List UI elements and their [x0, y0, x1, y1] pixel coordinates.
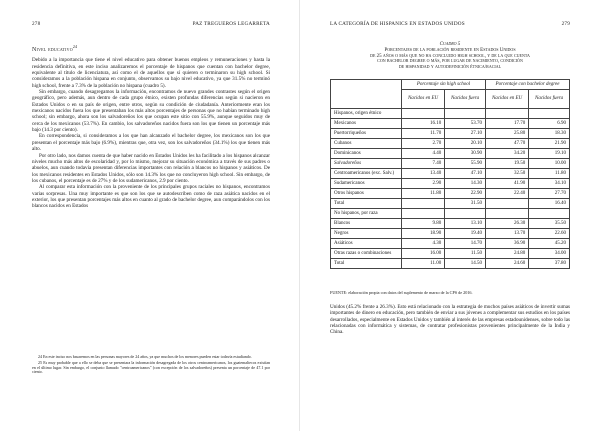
row-label: Total: [331, 199, 402, 209]
table-row: [331, 239, 570, 249]
left-body: [32, 44, 270, 210]
paragraph: Al comparar esta información con la proveniente de los principales grupos raciales no hispanos, encontramos varias sorpresas. Una muy importante es que son los que se autodescriben como de raza asiática nacidos en el exterior, los que presentan porcentajes más altos en cuanto al grado de bachelor degree, aun comparándolos con los blancos nacidos en Estados: [32, 184, 270, 210]
row-label: Blancos: [331, 219, 402, 229]
cell: 10.00: [529, 159, 570, 169]
footnote: 24 En este inciso nos basaremos en las personas mayores de 24 años, ya que muchos de los menores pueden estar todavía estudiando.: [38, 354, 252, 359]
cell: [485, 199, 528, 209]
row-label: Total: [331, 259, 402, 269]
table-row: [331, 249, 570, 259]
cell: 37.80: [529, 259, 570, 269]
table-row: [331, 179, 570, 189]
section-title: Hispanos, origen étnico: [331, 109, 402, 119]
table-total-row: [331, 259, 570, 269]
cell: 20.10: [445, 139, 486, 149]
table-row: [331, 229, 570, 239]
cell: 11.70: [402, 129, 445, 139]
table-row: [331, 159, 570, 169]
cell: 26.30: [485, 219, 528, 229]
cell: 41.90: [485, 179, 528, 189]
table-source: FUENTE: elaboración propia con datos del suplemento de marzo de la CPS de 2016.: [330, 290, 473, 295]
cell: 21.90: [529, 139, 570, 149]
cell: 14.30: [445, 179, 486, 189]
paragraph: Debido a la importancia que tiene el nivel educativo para obtener buenos empleos y remuneraciones y hasta la residencia definitiva, en este inciso analizaremos el porcentaje de hispanos que cuentan con bachelor degree, equivalente al título de licenciatura, así como el de aquellos que sí quieren o terminaron su high school. Si consideramos a la población hispana en conjunto, observamos su bajo nivel educativo, ya que 31.5% no terminó high school, frente a 7.3% de la población no hispana (cuadro 5).: [32, 57, 270, 89]
table-corner-cell: [331, 80, 402, 109]
section-row: [331, 109, 570, 119]
paragraph: En correspondencia, si consideramos a los que han alcanzado el bachelor degree, los mexicanos son los que presentan el porcentaje más bajo (6.9%), mientras que, otra vez, son los salvadoreños (34.1%) los que tienen más alto.: [32, 133, 270, 153]
cell: 31.50: [445, 199, 486, 209]
cell: 30.90: [445, 149, 486, 159]
cell: 13.70: [485, 229, 528, 239]
cell: 45.20: [529, 239, 570, 249]
cell: 24.60: [485, 259, 528, 269]
cell: 2.70: [402, 139, 445, 149]
table-row: [331, 189, 570, 199]
cell: 9.80: [402, 219, 445, 229]
table-caption-line: con bachelor degree o más, por lugar de nacimiento, condición: [377, 59, 523, 65]
cell: 22.90: [445, 189, 486, 199]
cell: 34.00: [529, 249, 570, 259]
row-label: Asiáticos: [331, 239, 402, 249]
row-label: Otras razas o combinaciones: [331, 249, 402, 259]
cell: [402, 199, 445, 209]
cell: 13.40: [402, 169, 445, 179]
education-table: [330, 79, 570, 269]
cell: 35.50: [529, 219, 570, 229]
row-label: Puertorriqueños: [331, 129, 402, 139]
table-row: [331, 149, 570, 159]
cell: 27.10: [445, 129, 486, 139]
column-group-header: Porcentaje sin high school: [402, 80, 486, 90]
cell: 25.80: [485, 129, 528, 139]
cell: 16.10: [402, 119, 445, 129]
right-body: [330, 304, 570, 336]
cell: 53.70: [445, 119, 486, 129]
right-page: [300, 0, 600, 431]
cell: 55.90: [445, 159, 486, 169]
row-label: Negros: [331, 229, 402, 239]
cell: 22.60: [529, 229, 570, 239]
row-label: Mexicanos: [331, 119, 402, 129]
table-caption-line: de 25 años o más que no ha concluido high school, y de la que cuenta: [370, 53, 530, 59]
table-header-row: [331, 80, 570, 90]
row-label: Dominicanos: [331, 149, 402, 159]
cell: 32.50: [485, 169, 528, 179]
table-caption-label: Cuadro 5: [439, 42, 461, 47]
cell: 13.10: [445, 219, 486, 229]
row-label: Sudamericanos: [331, 179, 402, 189]
row-label: Cubanos: [331, 139, 402, 149]
left-page-number: 278: [32, 21, 41, 27]
cell: 11.80: [402, 189, 445, 199]
column-header: Nacidos fuera: [445, 90, 486, 109]
table-total-row: [331, 199, 570, 209]
cell: 7.40: [402, 159, 445, 169]
table-row: [331, 119, 570, 129]
cell: 16.40: [529, 199, 570, 209]
cell: 47.70: [485, 139, 528, 149]
cell: 18.30: [529, 129, 570, 139]
cell: 19.40: [445, 229, 486, 239]
right-running-head: LA CATEGORÍA DE HISPANICS EN ESTADOS UNIDOS: [330, 21, 465, 27]
cell: 17.70: [485, 119, 528, 129]
footnotes: [32, 355, 270, 376]
section-row: [331, 209, 570, 219]
cell: 19.50: [485, 159, 528, 169]
table-row: [331, 219, 570, 229]
right-page-number: 279: [561, 21, 570, 27]
cell: 4.30: [402, 239, 445, 249]
cell: 47.10: [445, 169, 486, 179]
cell: 19.10: [529, 149, 570, 159]
table-row: [331, 169, 570, 179]
table-caption-line: de hispanidad y autodefinición étnica/racial: [398, 65, 502, 71]
row-label: Salvadoreños: [331, 159, 402, 169]
paragraph: Por otro lado, nos damos cuenta de que haber nacido en Estados Unidos les ha facilitado a los hispanos alcanzar niveles mucho más altos de escolaridad y, por lo mismo, mejorar su situación económica a través de sus padres o abuelos, aun cuando todavía presentan diferencias importantes con relación a blancos no hispanos y asiáticos. De los mexicanos residentes en Estados Unidos, sólo son 14.3% los que no concluyeron high school. Sin embargo, de los cubanos, el porcentaje es de 27% y de los sudamericanos, 2.9 por ciento.: [32, 152, 270, 184]
table-row: [331, 129, 570, 139]
table-row: [331, 139, 570, 149]
cell: 11.50: [445, 249, 486, 259]
cell: 34.10: [529, 179, 570, 189]
table-caption-line: Porcentajes de la población residente en Estados Unidos: [384, 47, 516, 53]
cell: 11.00: [402, 259, 445, 269]
table-caption: [330, 42, 570, 71]
cell: 18.90: [402, 229, 445, 239]
left-running-head: PAZ TREGUEROS LEGARRETA: [192, 21, 270, 27]
cell: 6.90: [529, 119, 570, 129]
row-label: Centroamericanos (exc. Salv.): [331, 169, 402, 179]
cell: 11.80: [529, 169, 570, 179]
paragraph: Sin embargo, cuando desagregamos la información, encontramos de nuevo grandes contrastes según el origen geográfico, pero además, aun dentro de cada grupo étnico, existen profundas diferencias según si nacieron en Estados Unidos o en su país de origen, entre otros, según su condición de ciudadanía. Anteriormente eran los mexicanos nacidos fuera los que presentaban los más altos porcentajes de personas que no habían terminado high school; sin embargo, ahora son los salvadoreños los que ocupan este sitio con 55.9%, aunque seguidos muy de cerca de los mexicanos (53.7%). En cambio, los salvadoreños nacidos fuera son los que tienen un porcentaje más bajo (14.3 por ciento).: [32, 89, 270, 134]
cell: 14.70: [445, 239, 486, 249]
section-title: No hispanos, por raza: [331, 209, 402, 219]
cell: 27.70: [529, 189, 570, 199]
cell: 36.90: [485, 239, 528, 249]
cell: 24.80: [485, 249, 528, 259]
cell: 22.40: [485, 189, 528, 199]
cell: 4.40: [402, 149, 445, 159]
cell: 2.90: [402, 179, 445, 189]
column-header: Nacidos en EU: [485, 90, 528, 109]
cell: 14.50: [445, 259, 486, 269]
footnote: 25 Es muy probable que a ello se deba que se presentara la información desagregada de los otros centroamericanos, los guatemaltecos existían en el último lugar. Sin embargo, el conjunto llamado "centroamericanos" (con excepción de los salvadoreños) presenta un porcentaje de 47.1 por ciento.: [32, 359, 270, 375]
column-header: Nacidos fuera: [529, 90, 570, 109]
heading-footnote-ref: 24: [72, 44, 78, 49]
section-heading: Nivel educativo$^{24}$: [32, 44, 78, 53]
row-label: Otros hispanos: [331, 189, 402, 199]
cell: 16.00: [402, 249, 445, 259]
column-header: Nacidos en EU: [402, 90, 445, 109]
column-group-header: Porcentaje con bachelor degree: [485, 80, 569, 90]
cell: 34.20: [485, 149, 528, 159]
paragraph: Unidos (45.2% frente a 26.3%). Esto está relacionado con la estrategia de muchos países asiáticos de invertir sumas importantes de dinero en educación, pero también de enviar a sus jóvenes a complementar sus estudios en los países desarrollados, especialmente en Estados Unidos y también al interés de las empresas estadounidenses, sobre todo las relacionadas con informática y sistemas, de contratar profesionistas provenientes principalmente de la India y China.: [330, 304, 570, 336]
